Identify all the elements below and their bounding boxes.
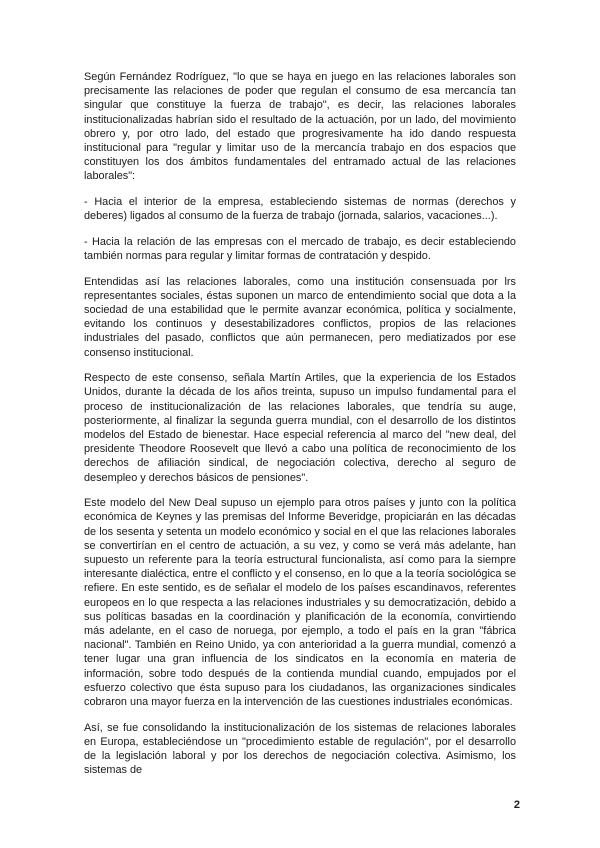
paragraph-bullet-mercado: - Hacia la relación de las empresas con el mercado de trabajo, es decir estableciendo también normas para regular y limitar formas de contratación y despido. <box>84 235 516 263</box>
paragraph-fernandez-rodriguez: Según Fernández Rodríguez, "lo que se haya en juego en las relaciones laborales son precisamente las relaciones de poder que regulan el consumo de esa mercancía tan singular que constituye la fuerza de trabajo", es decir, las relaciones laborales institucionalizadas habrían sido el resultado de la actuación, por un lado, del movimiento obrero y, por otro lado, del estado que progresivamente ha ido dando respuesta institucional para "regular y limitar uso de la mercancía trabajo en dos espacios que constituyen los dos ámbitos fundamentales del entramado actual de las relaciones laborales": <box>84 71 516 183</box>
paragraph-consolidacion: Así, se fue consolidando la institucionalización de los sistemas de relaciones laborales en Europa, estableciéndose un "procedimiento estable de regulación", por el desarrollo de la legislación laboral y por los derechos de negociación colectiva. Asimismo, los sistemas de <box>84 721 516 777</box>
paragraph-bullet-empresa: - Hacia el interior de la empresa, estableciendo sistemas de normas (derechos y deberes) ligados al consumo de la fuerza de trabajo (jornada, salarios, vacaciones...). <box>84 196 516 223</box>
paragraph-new-deal: Este modelo del New Deal supuso un ejemplo para otros países y junto con la política económica de Keynes y las premisas del Informe Beveridge, propiciarán en las décadas de los sesenta y setenta un modelo económico y social en el que las relaciones laborales se convertirían en el centro de actuación, a su vez, y como se verá más adelante, han supuesto un referente para la teoría estructural funcionalista, así como para la siempre interesante dialéctica, entre el conflicto y el consenso, en lo que a la teoría sociológica se refiere. En este sentido, es de señalar el modelo de los países escandinavos, referentes europeos en lo que respecta a las relaciones industriales y su democratización, debido a sus políticas basadas en la coordinación y planificación de la economía, convirtiendo más adelante, en el caso de noruega, por ejemplo, a todo el país en la gran "fábrica nacional". También en Reino Unido, ya con anterioridad a la guerra mundial, comenzó a tener lugar una gran influencia de los sindicatos en la economía en materia de información, sobre todo después de la contienda mundial cuando, empujados por el esfuerzo colectivo que ésta supuso para los ciudadanos, las organizaciones sindicales cobraron una mayor fuerza en la intervención de las cuestiones industriales económicas. <box>84 497 516 709</box>
page-number: 2 <box>513 799 520 811</box>
paragraph-entendidas: Entendidas así las relaciones laborales, como una institución consensuada por lrs representantes sociales, éstas suponen un marco de entendimiento social que dota a la sociedad de una estabilidad que le permite avanzar económica, política y socialmente, evitando los continuos y desestabilizadores conflictos, propios de las relaciones industriales del pasado, conflictos que aún permanecen, pero mediatizados por ese consenso institucional. <box>84 275 516 359</box>
paragraph-martin-artiles: Respecto de este consenso, señala Martín Artiles, que la experiencia de los Estados Unidos, durante la década de los años treinta, supuso un impulso fundamental para el proceso de institucionalización de las relaciones laborales, que tendría su auge, posteriormente, al finalizar la segunda guerra mundial, con el desarrollo de los distintos modelos del Estado de bienestar. Hace especial referencia al marco del "new deal, del presidente Theodore Roosevelt que llevó a cabo una política de reconocimiento de los derechos de afiliación sindical, de negociación colectiva, derecho al seguro de desempleo y derechos básicos de pensiones". <box>84 372 516 484</box>
